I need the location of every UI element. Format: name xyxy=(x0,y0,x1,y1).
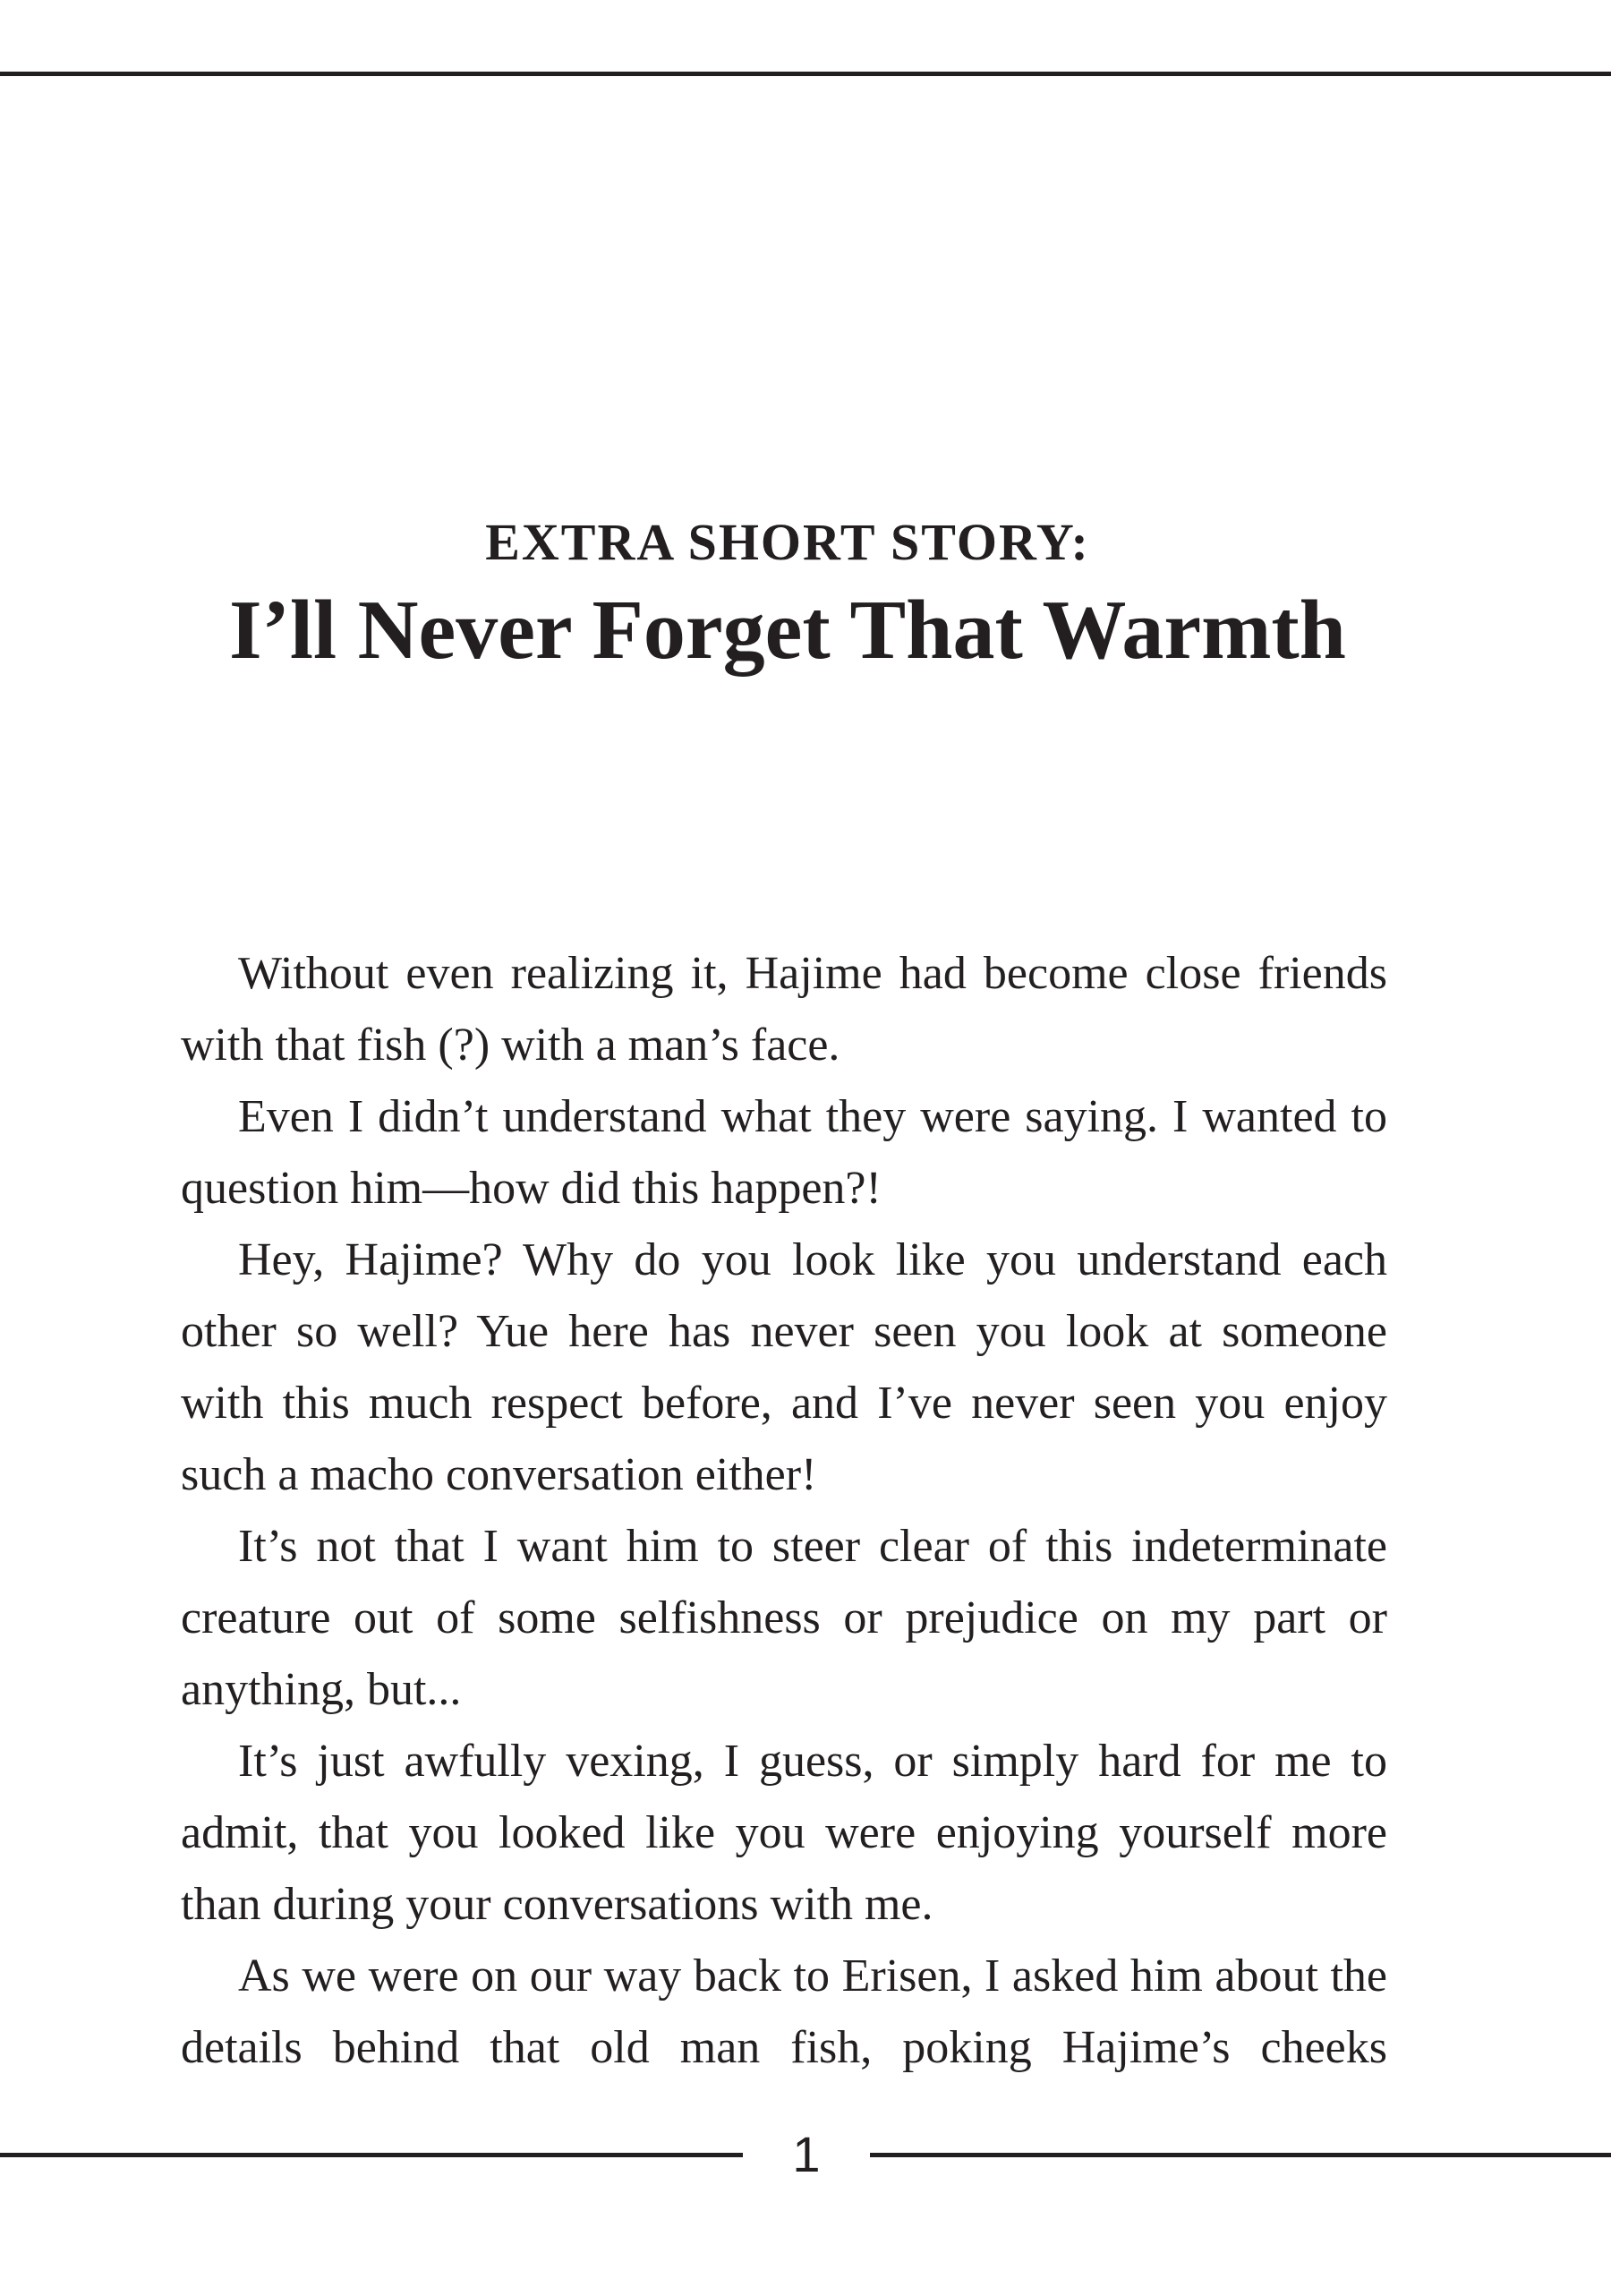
paragraph-1: Without even realizing it, Hajime had become close friends with that fish (?) with a man’s face. xyxy=(181,948,1387,1071)
page-number: 1 xyxy=(792,2126,821,2182)
story-title: I’ll Never Forget That Warmth xyxy=(229,584,1346,677)
footer-rule-left xyxy=(0,2153,743,2157)
footer-rule-right xyxy=(870,2153,1611,2157)
paragraph-5: It’s just awfully vexing, I guess, or simply hard for me to admit, that you looked like you were enjoying yourself more than during your conversations with me. xyxy=(181,1736,1387,1930)
top-rule xyxy=(0,72,1611,76)
paragraph-3: Hey, Hajime? Why do you look like you understand each other so well? Yue here has never seen you look at someone with this much respect before, and I’ve never seen you enjoy such a macho conversation either! xyxy=(181,1234,1387,1500)
paragraph-2: Even I didn’t understand what they were saying. I wanted to question him—how did this happen?! xyxy=(181,1091,1387,1214)
story-kicker: EXTRA SHORT STORY: xyxy=(485,513,1090,571)
story-body xyxy=(181,938,1387,2084)
paragraph-6: As we were on our way back to Erisen, I asked him about the details behind that old man fish, poking Hajime’s cheeks xyxy=(181,1950,1387,2073)
paragraph-4: It’s not that I want him to steer clear of this indeterminate creature out of some selfishness or prejudice on my part or anything, but... xyxy=(181,1521,1387,1715)
